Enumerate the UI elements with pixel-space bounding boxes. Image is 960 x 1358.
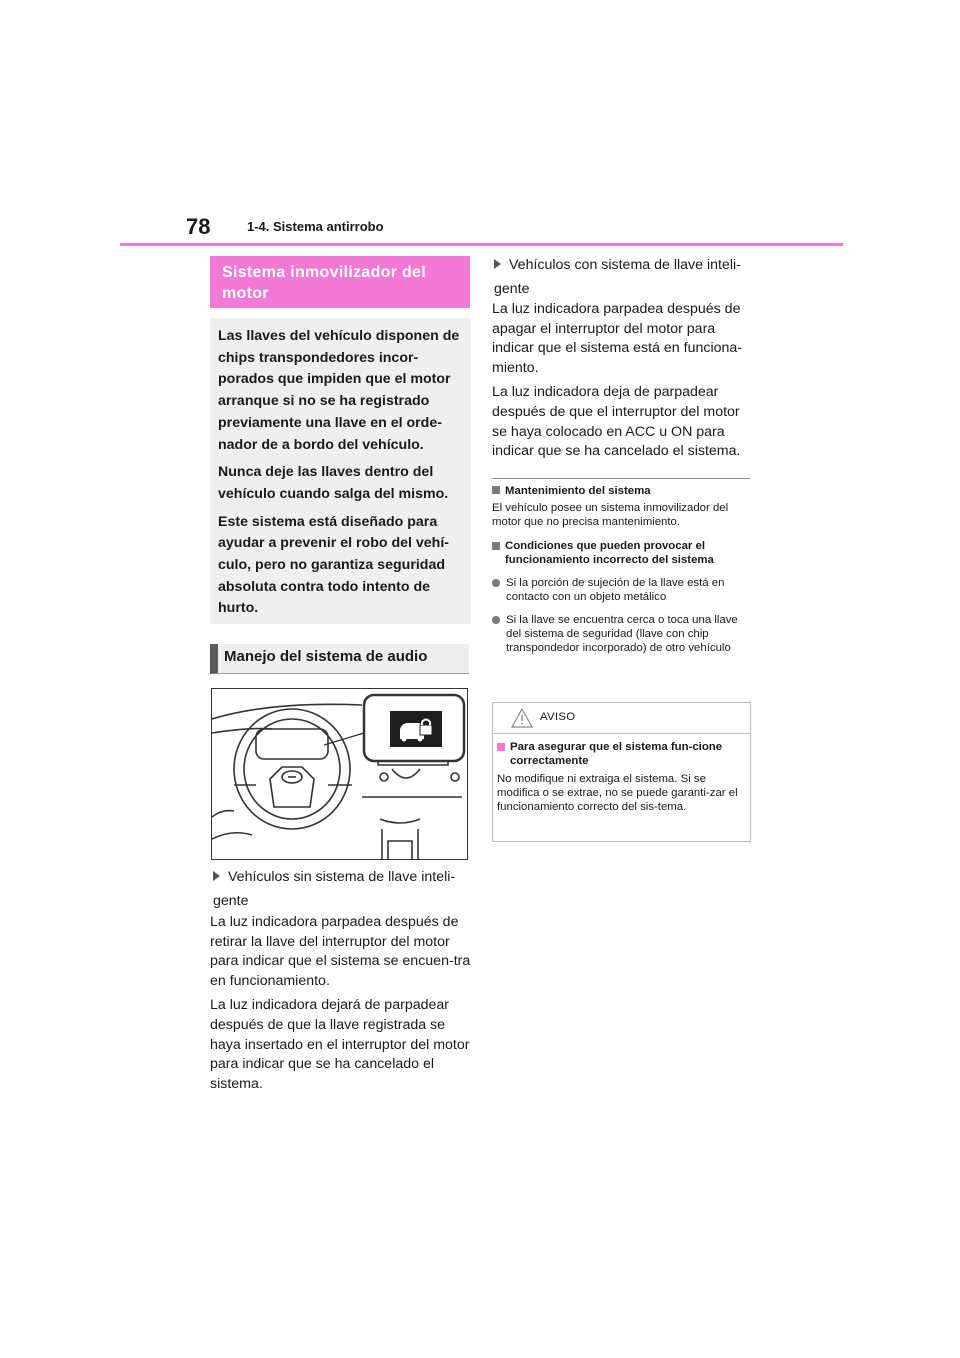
warning-box (492, 702, 751, 842)
right-paragraph-2: La luz indicadora deja de parpadear después de que el interruptor del motor se haya colocado en ACC u ON para indicar que se ha cancelado el sistema. (492, 384, 741, 460)
bullet-smart-key-text: Vehículos con sistema de llave inteli-gente (494, 257, 741, 297)
left-paragraph-2: La luz indicadora dejará de parpadear después de que la llave registrada se haya insertado en el interruptor del motor para indicar que se ha cancelado el sistema. (210, 997, 470, 1092)
warning-body (493, 734, 750, 814)
bullet-no-smart-key (213, 865, 473, 913)
maint-text: El vehículo posee un sistema inmovilizador del motor que no precisa mantenimiento. (492, 502, 729, 528)
cond-item-2 (492, 613, 754, 655)
square-bullet-icon (492, 542, 500, 550)
left-paragraph-1: La luz indicadora parpadea después de retirar la llave del interruptor del motor para indicar que el sistema se encuen-tra en funcionamiento. (210, 914, 471, 989)
warning-label: AVISO (540, 711, 576, 723)
warning-header (493, 703, 750, 734)
square-bullet-icon (497, 743, 505, 751)
arrow-right-icon (213, 871, 220, 881)
intro-box (210, 318, 471, 624)
header-rule (120, 243, 843, 246)
intro-paragraph-3: Este sistema está diseñado para ayudar a prevenir el robo del vehí-culo, pero no garantiza seguridad absoluta contra todo intento de hurto. (218, 513, 450, 617)
cond-title: Condiciones que pueden provocar el funcionamiento incorrecto del sistema (505, 540, 714, 566)
section-heading (210, 644, 469, 674)
cond-item-1 (492, 576, 754, 604)
bullet-no-smart-key-text: Vehículos sin sistema de llave inteli-gente (213, 869, 456, 909)
warning-text: No modifique ni extraiga el sistema. Si se modifica o se extrae, no se puede garanti-zar el funcionamiento correcto del sis-tema. (497, 773, 738, 813)
right-body (492, 300, 754, 467)
notes (492, 484, 754, 655)
dot-bullet-icon (492, 616, 500, 624)
pink-title: Sistema inmovilizador del motor (222, 264, 426, 302)
section-heading-text: Manejo del sistema de audio (224, 648, 428, 665)
maint-title-row (492, 484, 754, 498)
cond-item-2-text: Si la llave se encuentra cerca o toca una llave del sistema de seguridad (llave con chip transpondedor incorporado) de otro vehículo (506, 614, 738, 654)
page-number: 78 (186, 214, 211, 239)
bullet-smart-key (494, 253, 752, 301)
arrow-right-icon (494, 259, 501, 269)
dashboard-drawing (212, 689, 468, 860)
pink-title-box (210, 256, 470, 308)
section-title: 1-4. Sistema antirrobo (247, 219, 384, 234)
intro-paragraph-1: Las llaves del vehículo disponen de chips transpondedores incor-porados que impiden que el motor arranque si no se ha registrado previamente una llave en el orde-nador de a bordo del vehículo. (218, 328, 460, 453)
warning-title: Para asegurar que el sistema fun-cione correctamente (510, 741, 723, 767)
notes-divider (492, 478, 750, 479)
left-body (210, 913, 472, 1099)
dot-bullet-icon (492, 579, 500, 587)
warning-title-row (497, 740, 746, 768)
square-bullet-icon (492, 486, 500, 494)
dashboard-illustration (211, 688, 468, 860)
maint-title: Mantenimiento del sistema (505, 485, 651, 497)
cond-title-row (492, 539, 754, 567)
right-paragraph-1: La luz indicadora parpadea después de apagar el interruptor del motor para indicar que el sistema está en funciona-miento. (492, 301, 742, 376)
intro-paragraph-2: Nunca deje las llaves dentro del vehículo cuando salga del mismo. (218, 464, 449, 502)
warning-triangle-icon (511, 708, 533, 728)
cond-item-1-text: Si la porción de sujeción de la llave está en contacto con un objeto metálico (506, 577, 725, 603)
